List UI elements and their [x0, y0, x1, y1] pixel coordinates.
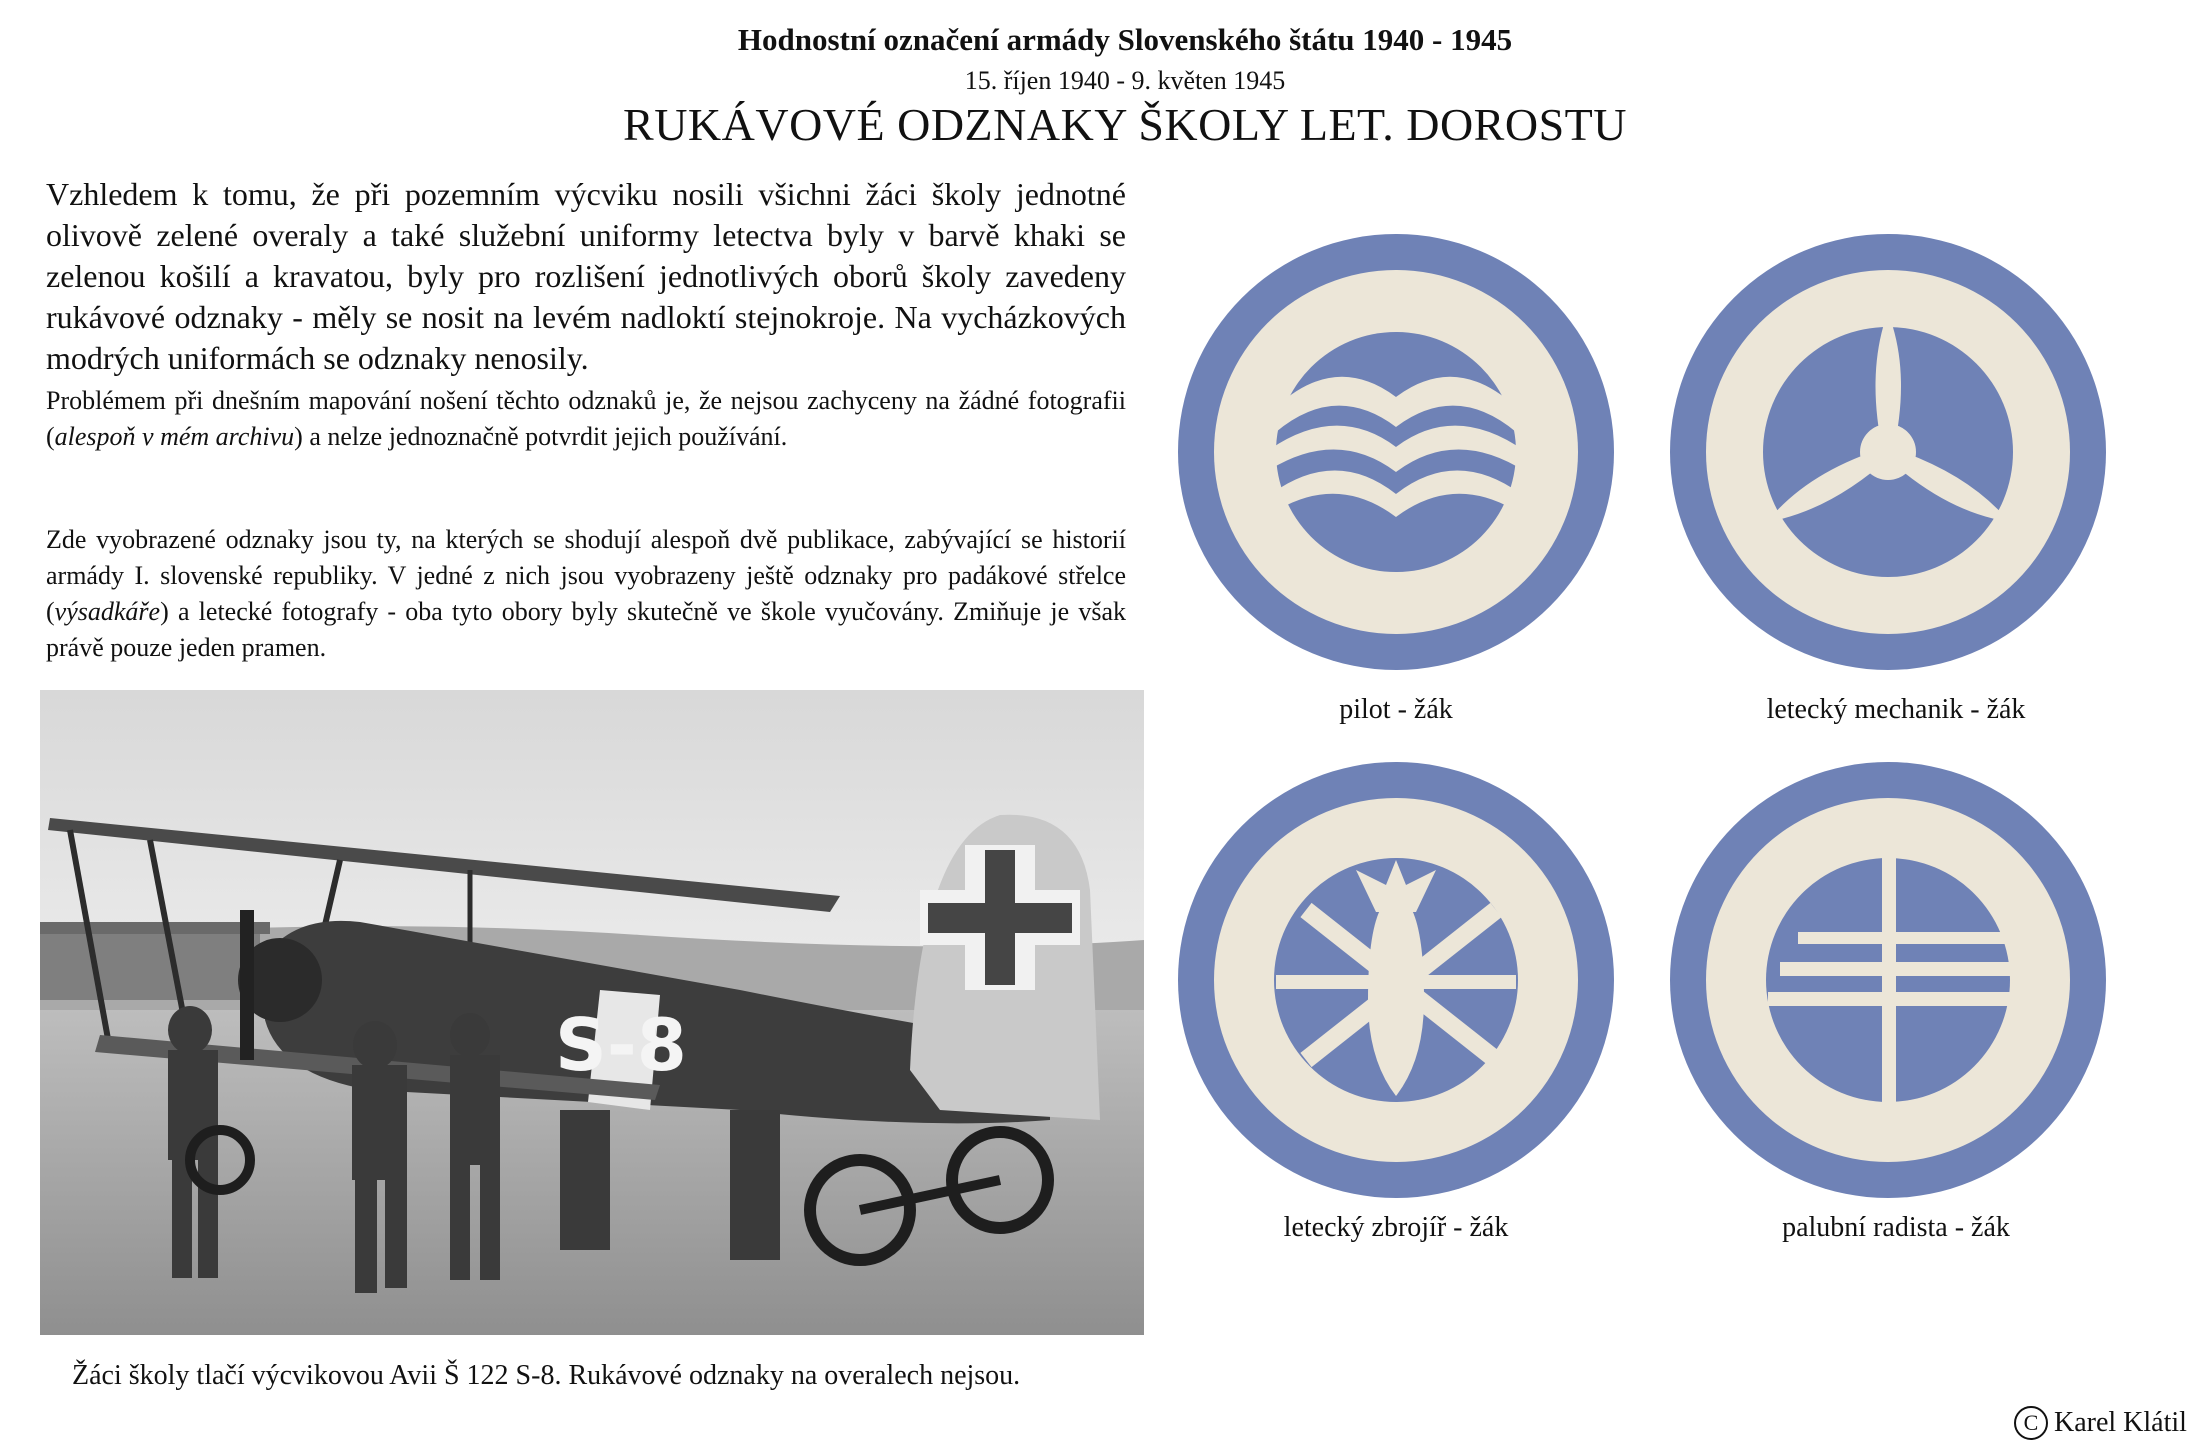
copyright-author: Karel Klátil: [2054, 1407, 2187, 1438]
badge-label-mechanic: letecký mechanik - žák: [1766, 694, 2026, 725]
copyright: [2014, 1406, 2187, 1440]
propeller-icon: [1763, 327, 2013, 577]
sources-text-a: Zde vyobrazené odznaky jsou ty, na kterých se shodují alespoň dvě publikace, zabývající se historií armády I. slovenské republiky. V jedné z nich jsou vyobrazeny ještě odznaky pro padákové střelce (: [46, 525, 1126, 626]
sources-paragraph: [46, 522, 1126, 666]
badge-label-pilot: pilot - žák: [1339, 694, 1453, 725]
badge-armorer: [1176, 760, 1616, 1200]
badge-label-armorer: letecký zbrojíř - žák: [1283, 1212, 1509, 1243]
aircraft-marking: S-8: [555, 1003, 687, 1087]
bomb-icon: [1274, 858, 1518, 1102]
problem-text-a: Problémem při dnešním mapování nošení těchto odznaků je, že nejsou zachyceny na žádné fotografii (: [46, 386, 1126, 451]
date-range: 15. říjen 1940 - 9. květen 1945: [964, 66, 1286, 95]
problem-text-b: ) a nelze jednoznačně potvrdit jejich používání.: [294, 422, 788, 451]
sources-text-b: ) a letecké fotografy - oba tyto obory byly skutečně ve škole vyučovány. Zmiňuje je však právě pouze jeden pramen.: [46, 597, 1126, 662]
badge-mechanic: [1668, 232, 2108, 672]
badge-pilot: [1176, 232, 1616, 672]
sources-text-emphasis: výsadkáře: [54, 597, 161, 626]
page-subtitle: RUKÁVOVÉ ODZNAKY ŠKOLY LET. DOROSTU: [623, 99, 1627, 150]
page-title: Hodnostní označení armády Slovenského štátu 1940 - 1945: [737, 22, 1513, 57]
intro-paragraph: Vzhledem k tomu, že při pozemním výcviku nosili všichni žáci školy jednotné olivově zelené overaly a také služební uniformy letectva byly v barvě khaki se zelenou košilí a kravatou, byly pro rozlišení jednotlivých oborů školy zavedeny rukávové odznaky - měly se nosit na levém nadloktí stejnokroje. Na vycházkových modrých uniformách se odznaky nenosily.: [46, 176, 1126, 376]
problem-paragraph: [46, 383, 1126, 455]
problem-text-emphasis: alespoň v mém archivu: [54, 422, 295, 451]
aircraft-photo: [40, 690, 1144, 1335]
badge-radio: [1668, 760, 2108, 1200]
copyright-icon: C: [2014, 1406, 2048, 1440]
badge-label-radio: palubní radista - žák: [1782, 1212, 2010, 1243]
photo-caption: Žáci školy tlačí výcvikovou Avii Š 122 S-8. Rukávové odznaky na overalech nejsou.: [72, 1360, 1021, 1391]
